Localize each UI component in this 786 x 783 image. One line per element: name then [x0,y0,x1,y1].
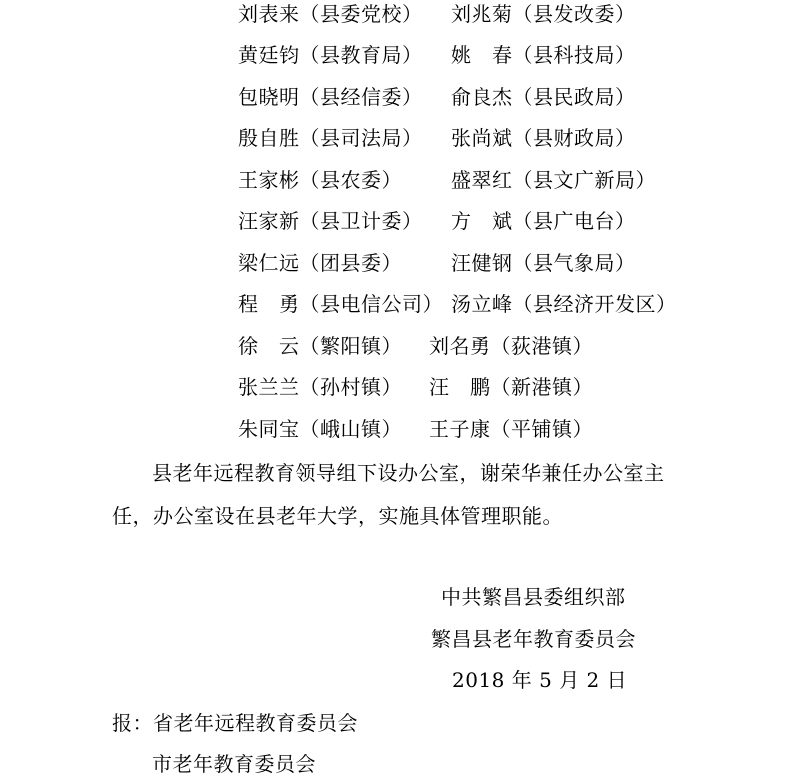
member-right-11: 王子康（平铺镇） [429,417,593,441]
member-left-5: 王家彬（县农委） [238,168,402,192]
member-right-1: 刘兆菊（县发改委） [451,2,636,26]
member-right-8: 汤立峰（县经济开发区） [451,292,677,316]
member-right-2: 姚 春（县科技局） [451,43,636,67]
member-right-9: 刘名勇（荻港镇） [429,334,593,358]
member-right-3: 俞良杰（县民政局） [451,85,636,109]
member-left-3: 包晓明（县经信委） [238,85,423,109]
signature-org-2: 繁昌县老年教育委员会 [431,627,636,651]
member-left-10: 张兰兰（孙村镇） [238,375,402,399]
member-left-1: 刘表来（县委党校） [238,2,423,26]
paragraph-line-1: 县老年远程教育领导组下设办公室，谢荣华兼任办公室主 [152,461,665,485]
report-line-1: 报：省老年远程教育委员会 [112,711,358,735]
member-right-5: 盛翠红（县文广新局） [451,168,656,192]
member-left-9: 徐 云（繁阳镇） [238,334,402,358]
member-left-4: 殷自胜（县司法局） [238,126,423,150]
member-right-6: 方 斌（县广电台） [451,209,636,233]
paragraph-line-2: 任，办公室设在县老年大学，实施具体管理职能。 [112,504,563,528]
member-right-7: 汪健钢（县气象局） [451,251,636,275]
member-left-11: 朱同宝（峨山镇） [238,417,402,441]
member-left-6: 汪家新（县卫计委） [238,209,423,233]
member-left-8: 程 勇（县电信公司） [238,292,443,316]
signature-date: 2018 年 5 月 2 日 [452,668,628,692]
member-left-2: 黄廷钧（县教育局） [238,43,423,67]
signature-org-1: 中共繁昌县委组织部 [441,585,626,609]
member-right-4: 张尚斌（县财政局） [451,126,636,150]
report-line-2: 市老年教育委员会 [152,752,316,776]
member-left-7: 梁仁远（团县委） [238,251,402,275]
member-right-10: 汪 鹏（新港镇） [429,375,593,399]
